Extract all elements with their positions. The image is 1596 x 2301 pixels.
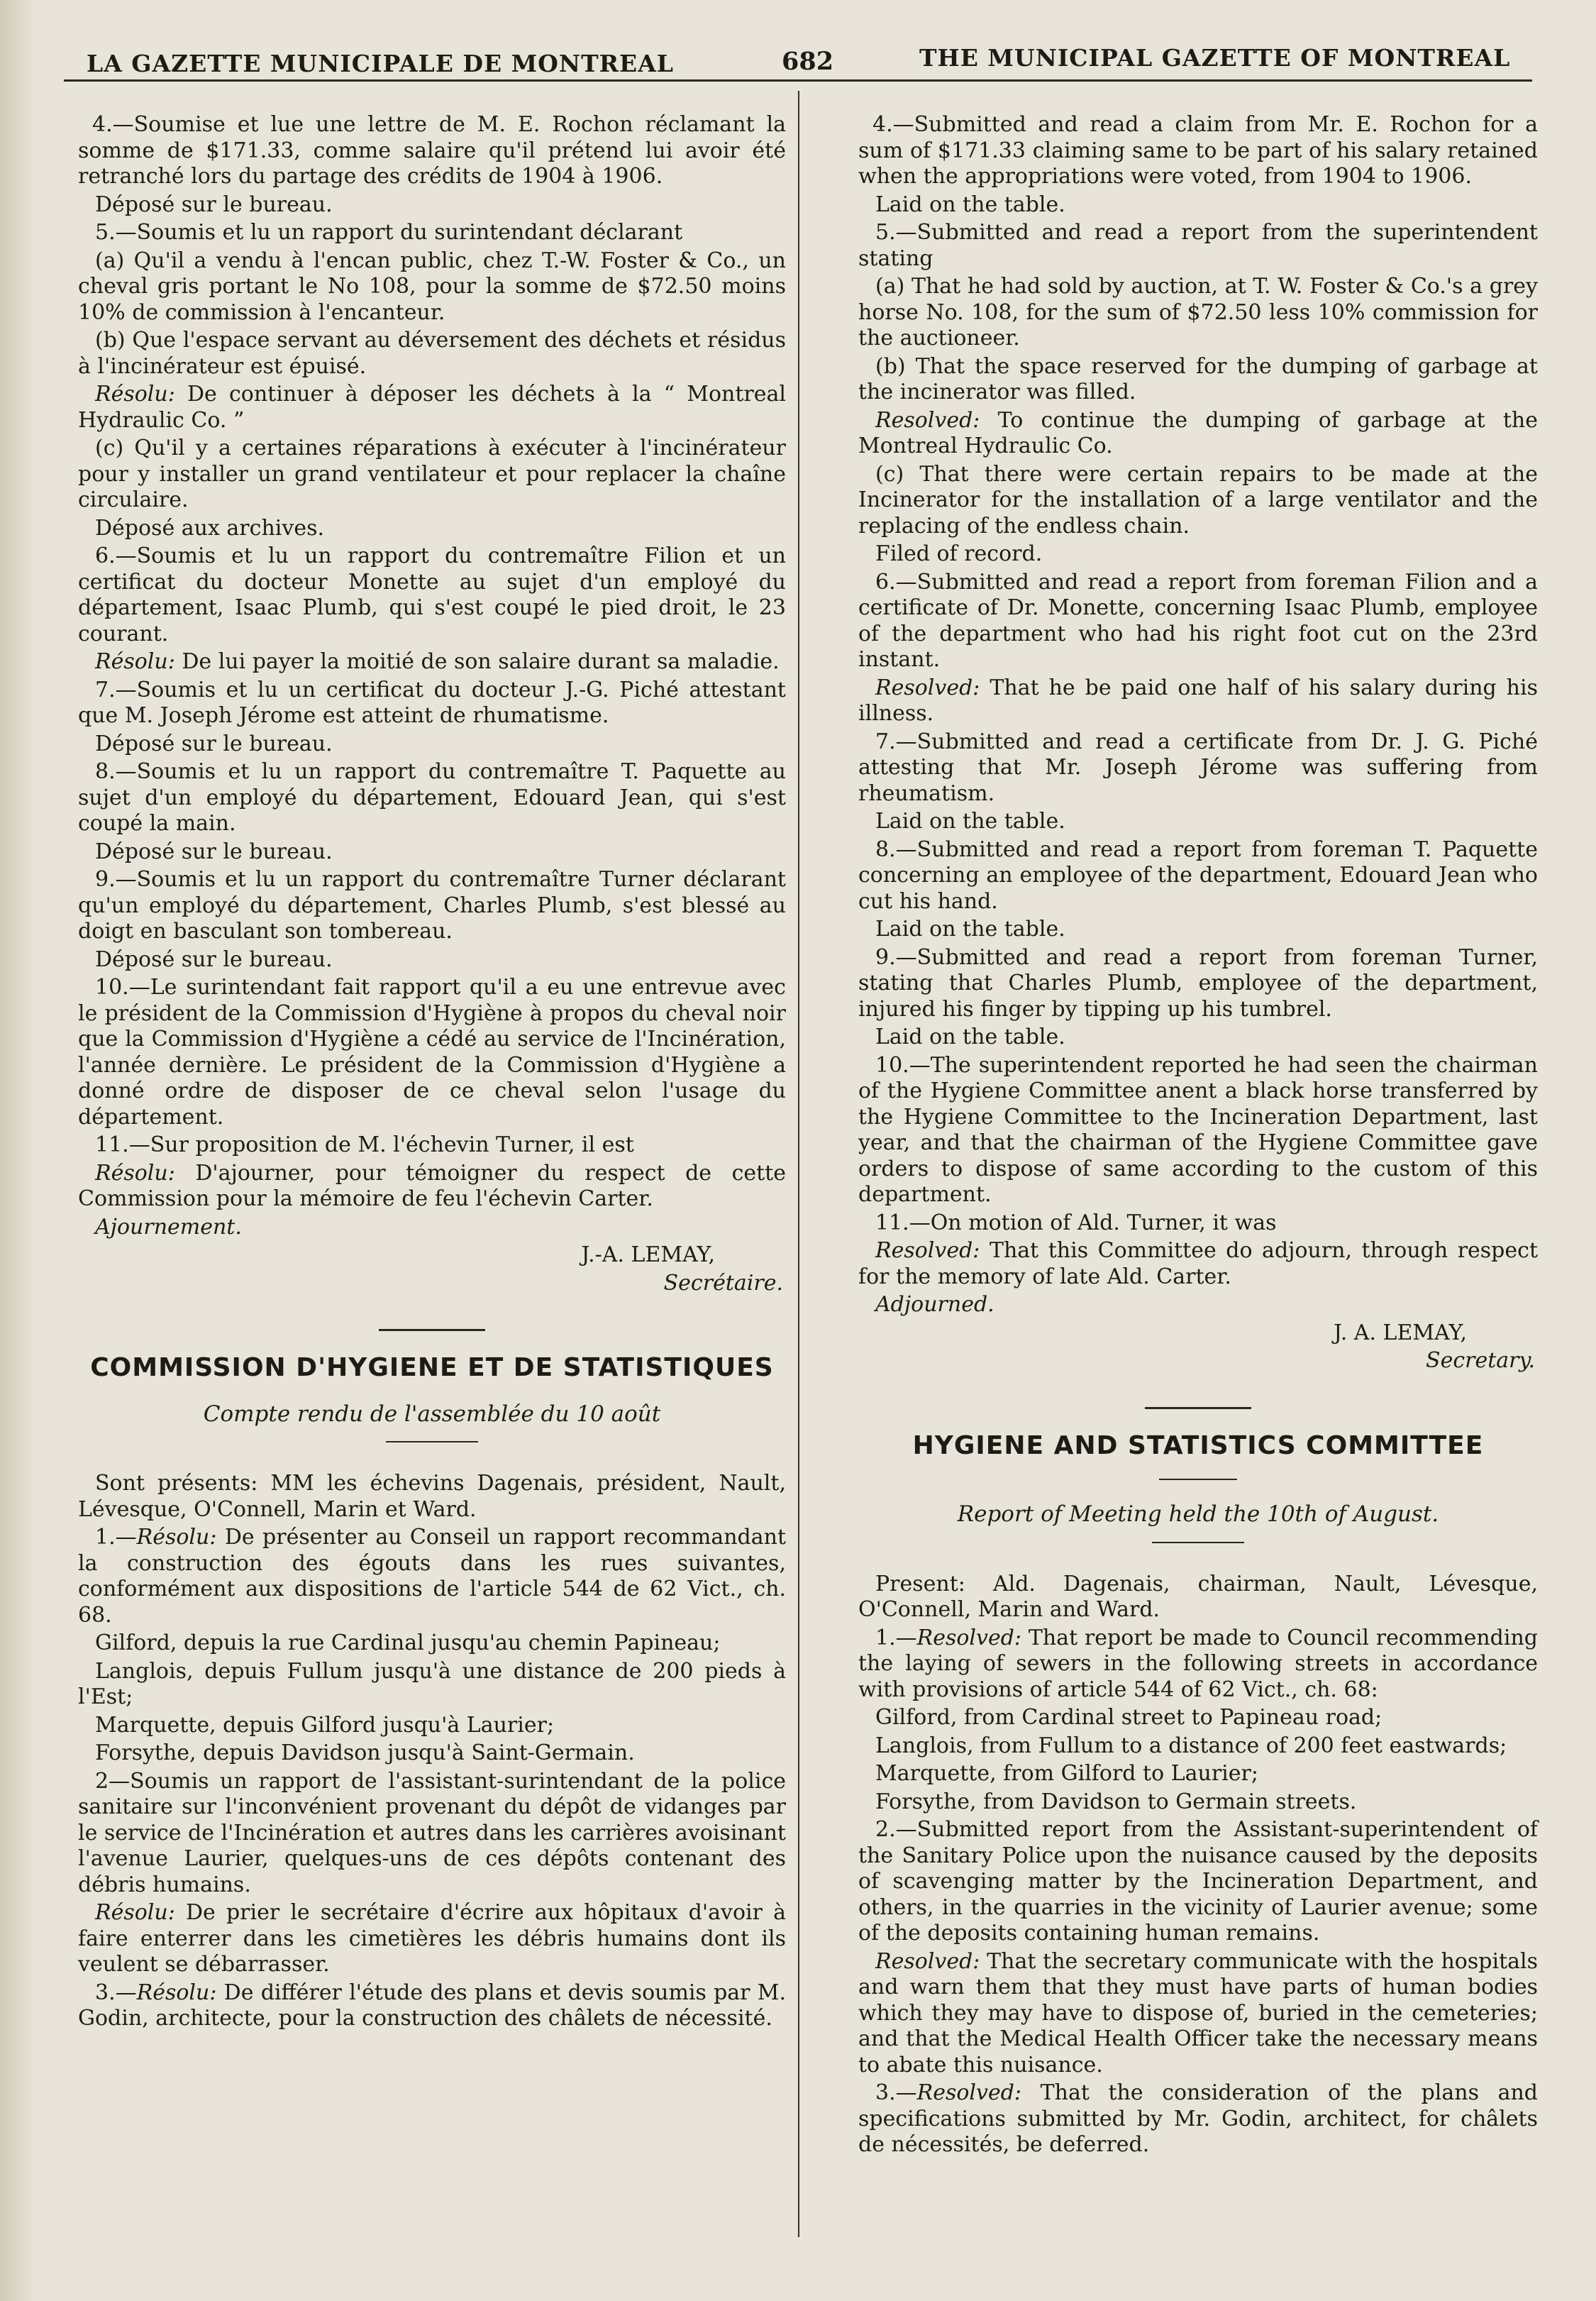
en-item-number: 1.— (875, 1625, 917, 1650)
fr-resolution-label: Résolu: (95, 1900, 175, 1925)
fr-resolution-text: De prier le secrétaire d'écrire aux hôpitaux d'avoir à faire enterrer dans les cimetières les débris humains dont ils veulent se débarrasser. (78, 1900, 786, 1977)
fr-resolution-label: Résolu: (95, 649, 175, 674)
fr-street-gilford: Gilford, depuis la rue Cardinal jusqu'au chemin Papineau; (95, 1630, 721, 1655)
en-item-8: 8.—Submitted and read a report from foreman T. Paquette concerning an employee of the department, Edouard Jean who cut his hand. (858, 837, 1538, 914)
binding-shadow (0, 0, 35, 2301)
fr-item-11: 11.—Sur proposition de M. l'échevin Turner, il est (95, 1132, 634, 1157)
en-hyg-item-1 (858, 1626, 1538, 1704)
fr-resolution-label: Résolu: (95, 382, 175, 407)
fr-hyg-item-1 (78, 1525, 786, 1628)
fr-item-5c: (c) Qu'il y a certaines réparations à exécuter à l'incinérateur pour y installer un grand ventilateur et pour replacer la chaîne circulaire. (78, 436, 786, 512)
fr-resolution-text: De continuer à déposer les déchets à la “ Montreal Hydraulic Co. ” (78, 382, 786, 433)
en-hyg-item-2: 2.—Submitted report from the Assistant-superintendent of the Sanitary Police upon the nuisance caused by the deposits of scavenging matter by the Incineration Department, and others, in the quarries in the vicinity of Laurier avenue; some of the deposits containing human remains. (858, 1817, 1538, 1946)
en-resolution-label: Resolved: (916, 1625, 1022, 1650)
en-item-6-resolution (858, 675, 1538, 727)
en-resolution-label: Resolved: (916, 2080, 1022, 2105)
en-resolution-label: Resolved: (875, 1948, 980, 1974)
en-resolution-text: That this Committee do adjourn, through respect for the memory of late Ald. Carter. (858, 1238, 1538, 1289)
en-item-4: 4.—Submitted and read a claim from Mr. E. Rochon for a sum of $171.33 claiming same to be part of his salary retained when the appropriations were voted, from 1904 to 1906. (858, 112, 1538, 189)
fr-hyg-item-2: 2—Soumis un rapport de l'assistant-surintendant de la police sanitaire sur l'inconvénient provenant du dépôt de vidanges par le service de l'Incinération et autres dans les carrières avoisinant l'avenue Laurier, quelques-uns de ces dépôts contenant des débris humains. (78, 1768, 786, 1897)
en-item-5b: (b) That the space reserved for the dumping of garbage at the incinerator was filled. (858, 353, 1538, 404)
en-resolution-text: That the consideration of the plans and specifications submitted by Mr. Godin, architect, for châlets de nécessités, be deferred. (858, 2080, 1538, 2157)
fr-resolution-text: De différer l'étude des plans et devis soumis par M. Godin, architecte, pour la construction des châlets de nécessité. (78, 1980, 786, 2031)
fr-item-8-disposition: Déposé sur le bureau. (95, 839, 333, 864)
en-adjournment: Adjourned. (875, 1292, 994, 1317)
fr-item-4-disposition: Déposé sur le bureau. (95, 192, 333, 217)
column-divider (798, 91, 799, 2237)
fr-item-number: 1.— (95, 1525, 137, 1550)
en-item-9: 9.—Submitted and read a report from foreman Turner, stating that Charles Plumb, employee of the department, injured his finger by tipping up his tumbrel. (858, 944, 1538, 1022)
fr-adjournment: Ajournement. (95, 1214, 242, 1240)
en-item-9-disposition: Laid on the table. (875, 1025, 1065, 1049)
en-item-8-disposition: Laid on the table. (875, 917, 1065, 942)
en-resolution-label: Resolved: (875, 675, 980, 700)
en-street-langlois: Langlois, from Fullum to a distance of 200 feet eastwards; (875, 1733, 1507, 1758)
english-column (858, 112, 1538, 2161)
fr-item-10: 10.—Le surintendant fait rapport qu'il a eu une entrevue avec le président de la Commission d'Hygiène à propos du cheval noir que la Commission d'Hygiène a cédé au service de l'Incinération, l'année dernière. Le président de la Commission d'Hygiène a donné ordre de disposer de ce cheval selon l'usage du département. (78, 975, 786, 1130)
fr-signature-name: J.-A. LEMAY, (581, 1242, 715, 1267)
fr-item-6-resolution (78, 649, 786, 675)
header-title-en: THE MUNICIPAL GAZETTE OF MONTREAL (919, 44, 1511, 72)
fr-street-marquette: Marquette, depuis Gilford jusqu'à Laurier; (95, 1712, 555, 1738)
fr-resolution-label: Résolu: (95, 1160, 175, 1186)
en-item-11: 11.—On motion of Ald. Turner, it was (875, 1210, 1277, 1235)
fr-street-forsythe: Forsythe, depuis Davidson jusqu'à Saint-Germain. (95, 1740, 635, 1765)
section-separator (1145, 1407, 1251, 1409)
header-rule (64, 79, 1532, 82)
en-item-6: 6.—Submitted and read a report from foreman Filion and a certificate of Dr. Monette, concerning Isaac Plumb, employee of the department who had his right foot cut on the 23rd instant. (858, 569, 1538, 672)
fr-resolution-text: De présenter au Conseil un rapport recommandant la construction des égouts dans les rues suivantes, conformément aux dispositions de l'article 544 de 62 Vict., ch. 68. (78, 1525, 786, 1628)
fr-item-6: 6.—Soumis et lu un rapport du contremaître Filion et un certificat du docteur Monette au sujet d'un employé du département, Isaac Plumb, qui s'est coupé le pied droit, le 23 courant. (78, 543, 786, 646)
en-resolution-label: Resolved: (875, 1238, 980, 1263)
en-street-gilford: Gilford, from Cardinal street to Papineau road; (875, 1705, 1382, 1730)
fr-hyg-item-2-resolution (78, 1900, 786, 1978)
fr-attendance: Sont présents: MM les échevins Dagenais, président, Nault, Lévesque, O'Connell, Marin et Ward. (78, 1471, 786, 1522)
fr-section-subtitle: Compte rendu de l'assemblée du 10 août (203, 1401, 661, 1427)
en-hyg-item-3 (858, 2080, 1538, 2158)
en-item-7-disposition: Laid on the table. (875, 809, 1065, 834)
en-resolution-label: Resolved: (875, 407, 980, 433)
en-signature-name: J. A. LEMAY, (1334, 1320, 1467, 1345)
en-resolution-text: That he be paid one half of his salary during his illness. (858, 675, 1538, 726)
subtitle-separator (1152, 1542, 1244, 1543)
fr-item-7: 7.—Soumis et lu un certificat du docteur J.-G. Piché attestant que M. Joseph Jérome est atteint de rhumatisme. (78, 677, 786, 728)
en-attendance: Present: Ald. Dagenais, chairman, Nault, Lévesque, O'Connell, Marin and Ward. (858, 1571, 1538, 1622)
en-item-5c-disposition: Filed of record. (875, 541, 1043, 566)
en-item-4-disposition: Laid on the table. (875, 192, 1065, 217)
fr-signature-title: Secrétaire. (663, 1270, 783, 1296)
en-item-number: 3.— (875, 2080, 917, 2105)
fr-item-11-resolution (78, 1161, 786, 1213)
en-resolution-text: That the secretary communicate with the hospitals and warn them that they must have parts of human bodies which they may have to dispose of, buried in the cemeteries; and that the Medical Health Officer take the necessary means to abate this nuisance. (858, 1948, 1538, 2077)
en-signature-title: Secretary. (1426, 1348, 1535, 1373)
fr-hyg-item-3 (78, 1980, 786, 2032)
fr-item-5a: (a) Qu'il a vendu à l'encan public, chez T.-W. Foster & Co., un cheval gris portant le No 108, pour la somme de $72.50 moins 10% de commission à l'encanteur. (78, 248, 786, 325)
header-title-fr: LA GAZETTE MUNICIPALE DE MONTREAL (87, 50, 675, 77)
page-number: 682 (782, 47, 834, 76)
en-item-7: 7.—Submitted and read a certificate from Dr. J. G. Piché attesting that Mr. Joseph Jérome was suffering from rheumatism. (858, 729, 1538, 806)
fr-resolution-label: Résolu: (136, 1980, 217, 2005)
page-header (0, 44, 1596, 79)
fr-item-7-disposition: Déposé sur le bureau. (95, 731, 333, 756)
fr-item-8: 8.—Soumis et lu un rapport du contremaître T. Paquette au sujet d'un employé du département, Edouard Jean, qui s'est coupé la main. (78, 759, 786, 836)
fr-item-9-disposition: Déposé sur le bureau. (95, 947, 333, 972)
en-item-5: 5.—Submitted and read a report from the superintendent stating (858, 220, 1538, 271)
fr-item-5b: (b) Que l'espace servant au déversement des déchets et résidus à l'incinérateur est épuisé. (78, 328, 786, 379)
fr-item-5: 5.—Soumis et lu un rapport du surintendant déclarant (95, 220, 683, 245)
en-resolution-text: That report be made to Council recommending the laying of sewers in the following streets in accordance with provisions of article 544 of 62 Vict., ch. 68: (858, 1625, 1538, 1702)
fr-item-5b-resolution (78, 382, 786, 434)
fr-resolution-text: D'ajourner, pour témoigner du respect de cette Commission pour la mémoire de feu l'échevin Carter. (78, 1160, 786, 1211)
fr-section-title: COMMISSION D'HYGIENE ET DE STATISTIQUES (90, 1353, 774, 1382)
fr-item-5c-disposition: Déposé aux archives. (95, 515, 324, 541)
title-separator (1159, 1479, 1237, 1480)
en-section-title: HYGIENE AND STATISTICS COMMITTEE (912, 1430, 1484, 1460)
fr-item-4: 4.—Soumise et lue une lettre de M. E. Rochon réclamant la somme de $171.33, comme salaire qu'il prétend lui avoir été retranché lors du partage des crédits de 1904 à 1906. (78, 112, 786, 189)
fr-item-number: 3.— (95, 1980, 137, 2005)
fr-street-langlois: Langlois, depuis Fullum jusqu'à une distance de 200 pieds à l'Est; (78, 1658, 786, 1709)
fr-item-9: 9.—Soumis et lu un rapport du contremaître Turner déclarant qu'un employé du département, Charles Plumb, s'est blessé au doigt en basculant son tombereau. (78, 867, 786, 944)
section-separator (379, 1329, 485, 1331)
en-item-5a: (a) That he had sold by auction, at T. W. Foster & Co.'s a grey horse No. 108, for the sum of $72.50 less 10% commission for the auctioneer. (858, 274, 1538, 351)
en-street-forsythe: Forsythe, from Davidson to Germain streets. (875, 1789, 1357, 1814)
en-hyg-item-2-resolution (858, 1949, 1538, 2079)
en-resolution-text: To continue the dumping of garbage at the Montreal Hydraulic Co. (858, 407, 1538, 458)
en-item-10: 10.—The superintendent reported he had seen the chairman of the Hygiene Committee anent a black horse transferred by the Hygiene Committee to the Incineration Department, last year, and that the chairman of the Hygiene Committee gave orders to dispose of same according to the custom of this department. (858, 1052, 1538, 1207)
fr-resolution-text: De lui payer la moitié de son salaire durant sa maladie. (174, 649, 780, 674)
subtitle-separator (386, 1441, 478, 1442)
en-item-5b-resolution (858, 408, 1538, 460)
en-item-11-resolution (858, 1238, 1538, 1290)
french-column (78, 112, 786, 2034)
en-item-5c: (c) That there were certain repairs to be made at the Incinerator for the installation of a large ventilator and the replacing of the endless chain. (858, 461, 1538, 539)
fr-resolution-label: Résolu: (136, 1525, 217, 1550)
en-section-subtitle: Report of Meeting held the 10th of August. (957, 1501, 1439, 1527)
en-street-marquette: Marquette, from Gilford to Laurier; (875, 1761, 1258, 1786)
